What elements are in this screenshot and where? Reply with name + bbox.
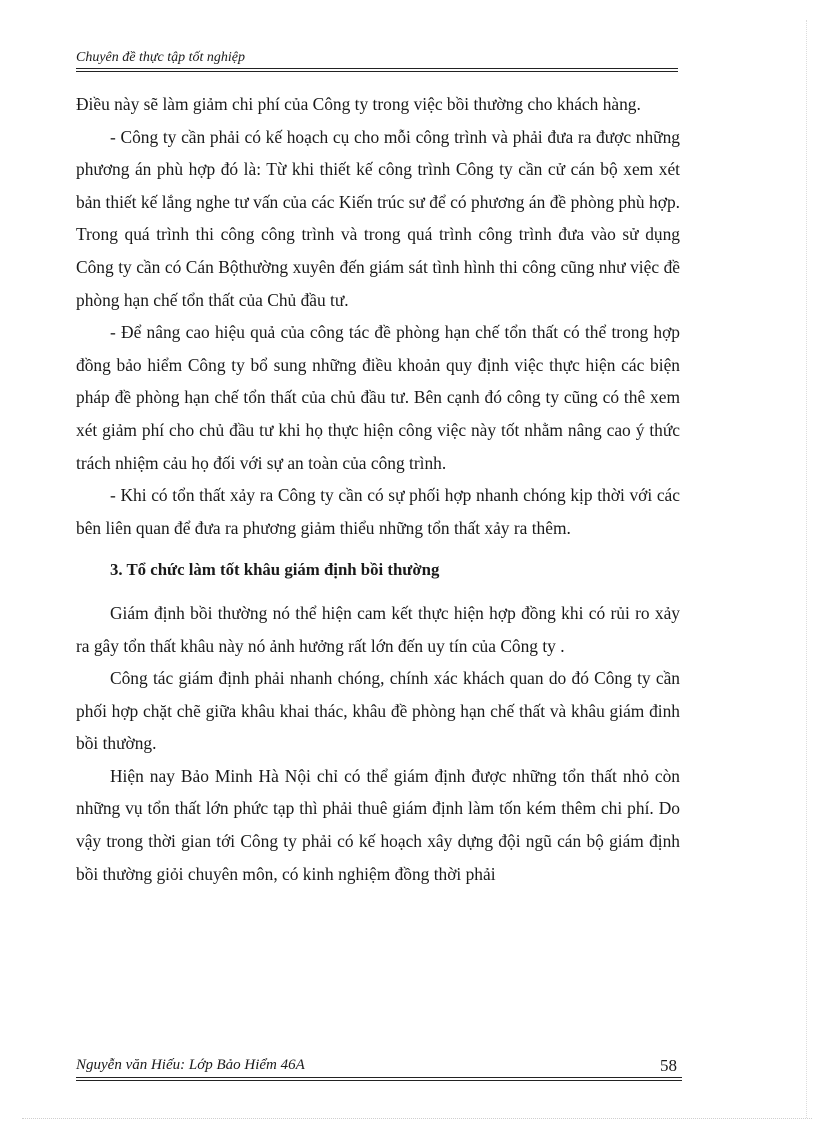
document-body <box>76 88 680 890</box>
paragraph: - Công ty cần phải có kế hoạch cụ cho mỗi công trình và phải đưa ra được những phương án phù hợp đó là: Từ khi thiết kế công trình Công ty cần cử cán bộ xem xét bản thiết kế lắng nghe tư vấn của các Kiến trúc sư để có phương án đề phòng phù hợp. Trong quá trình thi công công trình và trong quá trình công trình đưa vào sử dụng Công ty cần có Cán Bộthường xuyên đến giám sát tình hình thi công cũng như việc đề phòng hạn chế tổn thất của Chủ đầu tư. <box>76 126 680 310</box>
section-heading: 3. Tổ chức làm tốt khâu giám định bồi thường <box>110 560 440 580</box>
footer-rule-double <box>76 1080 682 1081</box>
footer-rule <box>76 1077 682 1078</box>
paragraph: Hiện nay Bảo Minh Hà Nội chỉ có thể giám định được những tổn thất nhỏ còn những vụ tổn thất lớn phức tạp thì phải thuê giám định làm tốn kém thêm chi phí. Do vậy trong thời gian tới Công ty phải có kế hoạch xây dựng đội ngũ cán bộ giám định bồi thường giỏi chuyên môn, có kinh nghiệm đồng thời phải <box>76 765 680 884</box>
footer-author: Nguyễn văn Hiếu: Lớp Bảo Hiểm 46A <box>76 1057 305 1073</box>
page-header-title: Chuyên đề thực tập tốt nghiệp <box>76 50 245 65</box>
page-number: 58 <box>660 1056 677 1075</box>
header-rule <box>76 68 678 69</box>
paragraph: Công tác giám định phải nhanh chóng, chính xác khách quan do đó Công ty cần phối hợp chặt chẽ giữa khâu khai thác, khâu đề phòng hạn chế thất và khâu giám đinh bồi thường. <box>76 668 680 754</box>
header-rule-double <box>76 71 678 72</box>
paragraph: Điều này sẽ làm giảm chi phí của Công ty trong việc bồi thường cho khách hàng. <box>76 94 641 114</box>
page-edge-right <box>806 20 807 1118</box>
paragraph: Giám định bồi thường nó thể hiện cam kết thực hiện hợp đồng khi có rủi ro xảy ra gây tổn thất khâu này nó ảnh hưởng rất lớn đến uy tín của Công ty . <box>76 602 680 656</box>
paragraph: - Để nâng cao hiệu quả của công tác đề phòng hạn chế tổn thất có thể trong hợp đồng bảo hiểm Công ty bổ sung những điều khoản quy định việc thực hiện các biện pháp đề phòng hạn chế tổn thất của chủ đầu tư. Bên cạnh đó công ty cũng có thê xem xét giảm phí cho chủ đầu tư khi họ thực hiện công việc này tốt nhằm nâng cao ý thức trách nhiệm cảu họ đối với sự an toàn của công trình. <box>76 322 680 473</box>
page-edge-bottom <box>22 1118 812 1119</box>
paragraph: - Khi có tổn thất xảy ra Công ty cần có sự phối hợp nhanh chóng kịp thời với các bên liên quan để đưa ra phương giảm thiểu những tổn thất xảy ra thêm. <box>76 485 680 538</box>
